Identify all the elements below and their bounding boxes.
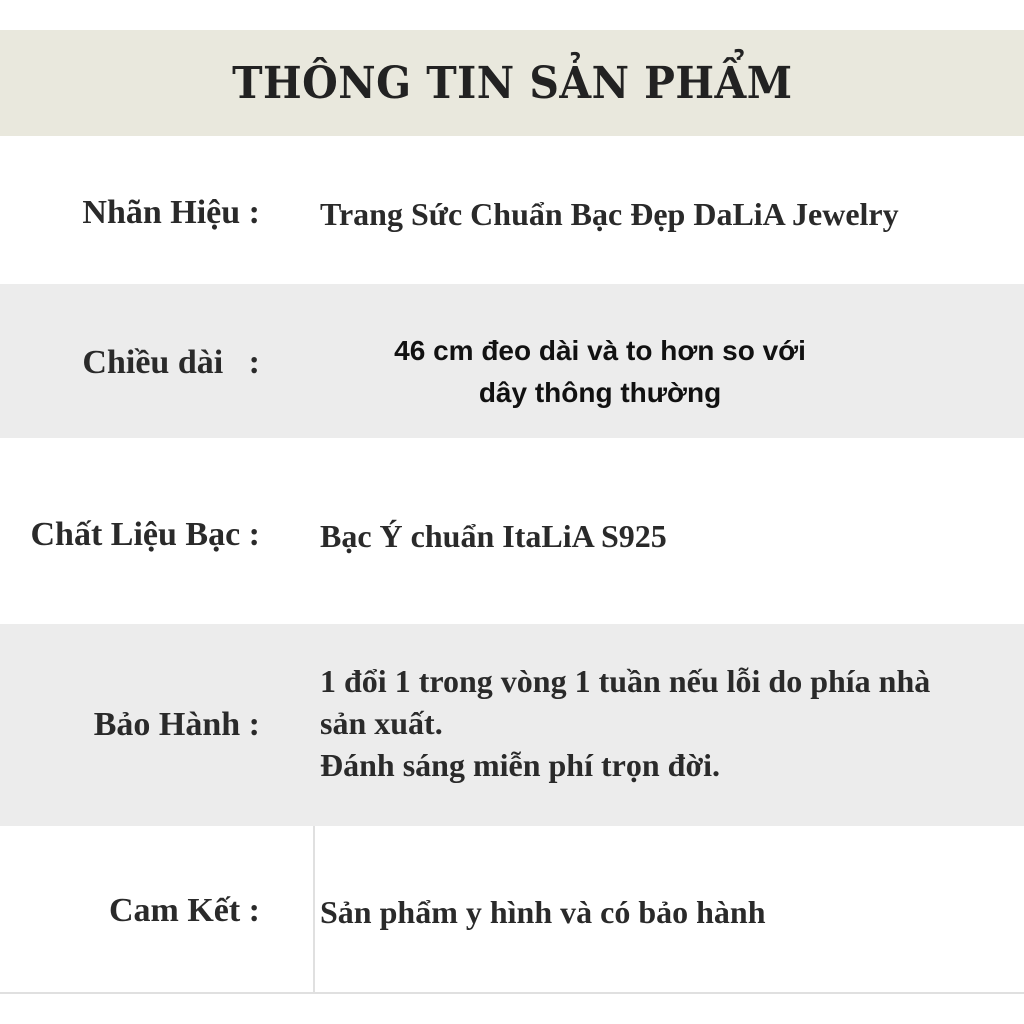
warranty-value-line-1: 1 đổi 1 trong vòng 1 tuần nếu lỗi do phía nhà bbox=[320, 663, 931, 699]
page-title: THÔNG TIN SẢN PHẨM bbox=[231, 57, 793, 109]
length-value bbox=[300, 330, 900, 414]
row-material bbox=[0, 438, 1024, 624]
length-value-line-1: 46 cm đeo dài và to hơn so với bbox=[394, 335, 806, 366]
material-value: Bạc Ý chuẩn ItaLiA S925 bbox=[320, 518, 667, 554]
material-label: Chất Liệu Bạc : bbox=[30, 516, 260, 553]
row-warranty bbox=[0, 624, 1024, 826]
warranty-label: Bảo Hành : bbox=[93, 706, 260, 743]
bottom-divider bbox=[0, 992, 1024, 994]
row-commitment bbox=[0, 826, 1024, 992]
warranty-value bbox=[320, 660, 930, 786]
row-brand bbox=[0, 136, 1024, 284]
column-divider bbox=[313, 826, 315, 992]
warranty-value-line-3: Đánh sáng miễn phí trọn đời. bbox=[320, 747, 721, 783]
warranty-value-line-2: sản xuất. bbox=[320, 705, 443, 741]
brand-value: Trang Sức Chuẩn Bạc Đẹp DaLiA Jewelry bbox=[320, 196, 899, 232]
commitment-value: Sản phẩm y hình và có bảo hành bbox=[320, 894, 766, 930]
brand-label: Nhãn Hiệu : bbox=[82, 194, 260, 231]
row-length bbox=[0, 284, 1024, 438]
commitment-label: Cam Kết : bbox=[108, 892, 260, 929]
header-bar bbox=[0, 30, 1024, 136]
length-label: Chiều dài : bbox=[82, 344, 260, 381]
length-value-line-2: dây thông thường bbox=[478, 377, 722, 408]
